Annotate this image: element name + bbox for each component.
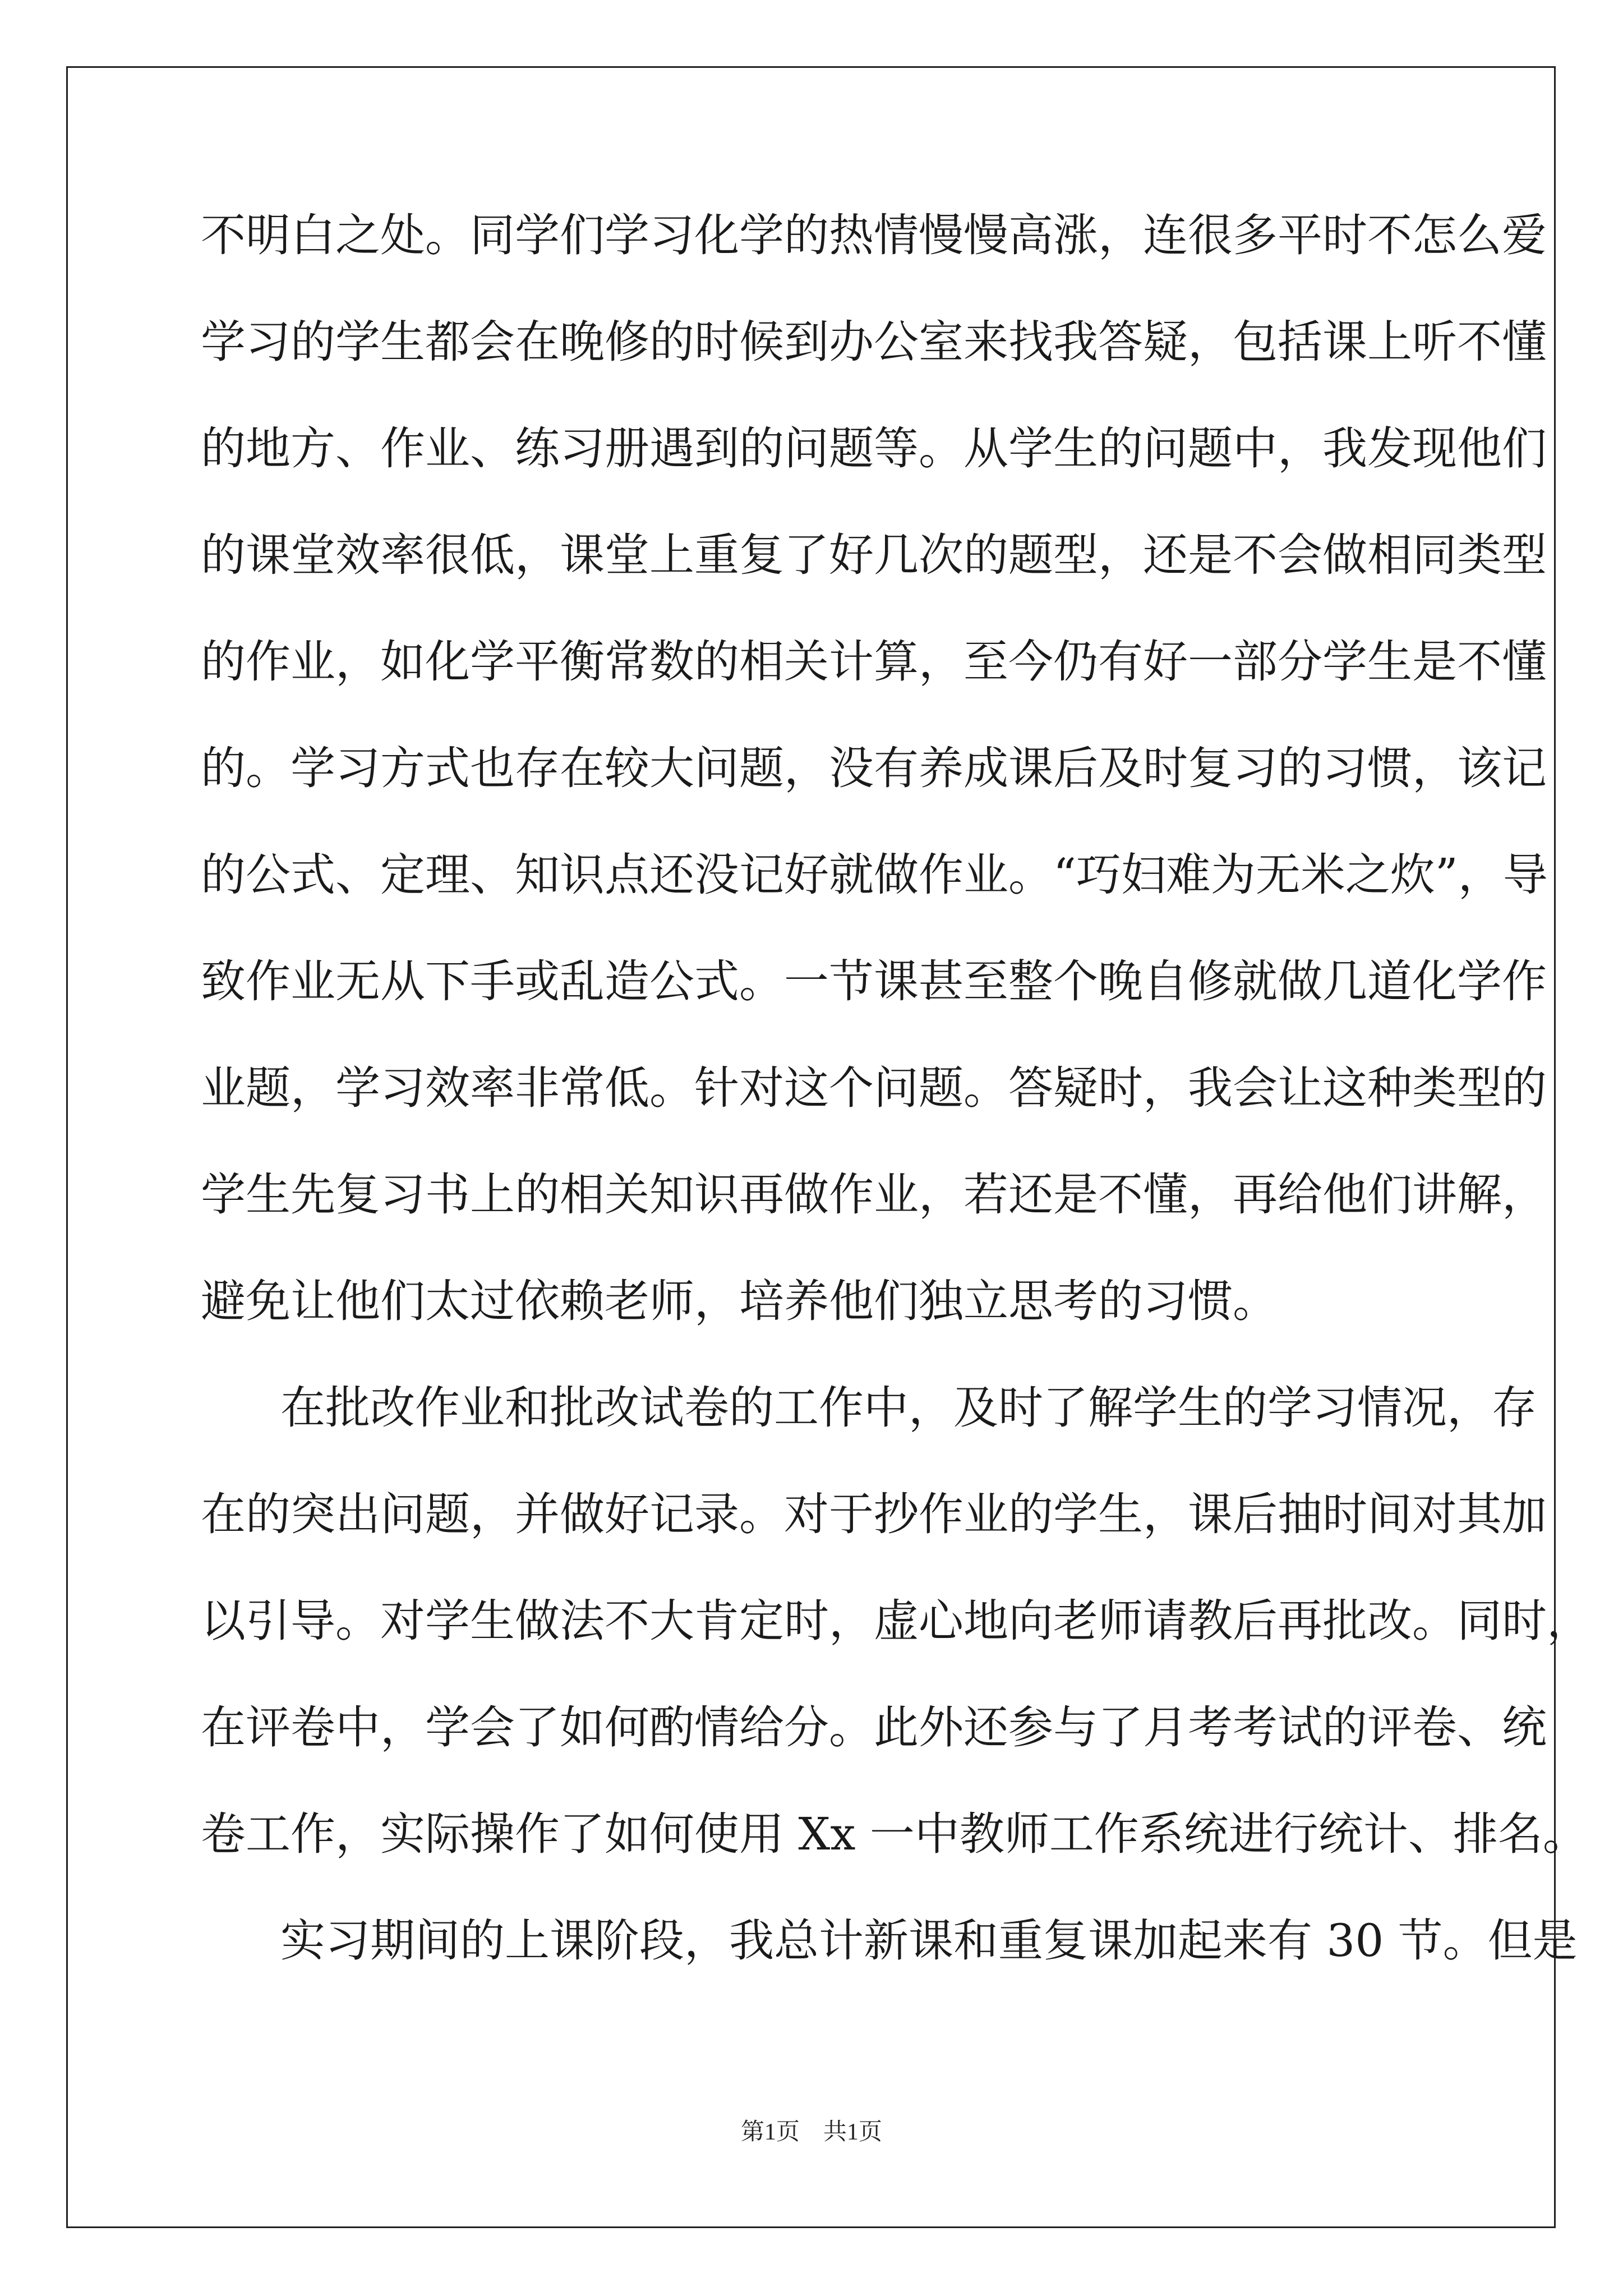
page-footer: 第1页 共1页 (740, 2119, 882, 2145)
text-line: 在评卷中，学会了如何酌情给分。此外还参与了月考考试的评卷、统 (201, 1701, 1547, 1754)
text-line: 在的突出问题，并做好记录。对于抄作业的学生，课后抽时间对其加 (201, 1488, 1547, 1540)
text-line: 卷工作，实际操作了如何使用 Xx 一中教师工作系统进行统计、排名。 (201, 1808, 1588, 1860)
document-body (201, 208, 1592, 2019)
text-line: 致作业无从下手或乱造公式。一节课甚至整个晚自修就做几道化学作 (201, 955, 1547, 1007)
text-line: 的。学习方式也存在较大问题，没有养成课后及时复习的习惯，该记 (201, 742, 1547, 794)
text-line: 以引导。对学生做法不大肯定时，虚心地向老师请教后再批改。同时， (201, 1595, 1592, 1647)
text-line: 学生先复习书上的相关知识再做作业，若还是不懂，再给他们讲解， (201, 1168, 1547, 1221)
text-line: 学习的学生都会在晚修的时候到办公室来找我答疑，包括课上听不懂 (201, 316, 1547, 368)
text-line: 不明白之处。同学们学习化学的热情慢慢高涨，连很多平时不怎么爱 (201, 209, 1547, 261)
paragraph-first-line: 在批改作业和批改试卷的工作中，及时了解学生的学习情况，存 (280, 1382, 1537, 1434)
text-line: 的作业，如化学平衡常数的相关计算，至今仍有好一部分学生是不懂 (201, 636, 1547, 688)
text-line: 业题，学习效率非常低。针对这个问题。答疑时，我会让这种类型的 (201, 1062, 1547, 1114)
text-line: 的课堂效率很低，课堂上重复了好几次的题型，还是不会做相同类型 (201, 529, 1547, 581)
text-line: 的地方、作业、练习册遇到的问题等。从学生的问题中，我发现他们 (201, 422, 1547, 475)
paragraph-first-line: 实习期间的上课阶段，我总计新课和重复课加起来有 30 节。但是 (280, 1915, 1578, 1967)
text-line: 的公式、定理、知识点还没记好就做作业。“巧妇难为无米之炊”，导 (201, 849, 1548, 901)
text-line: 避免让他们太过依赖老师，培养他们独立思考的习惯。 (201, 1275, 1278, 1327)
